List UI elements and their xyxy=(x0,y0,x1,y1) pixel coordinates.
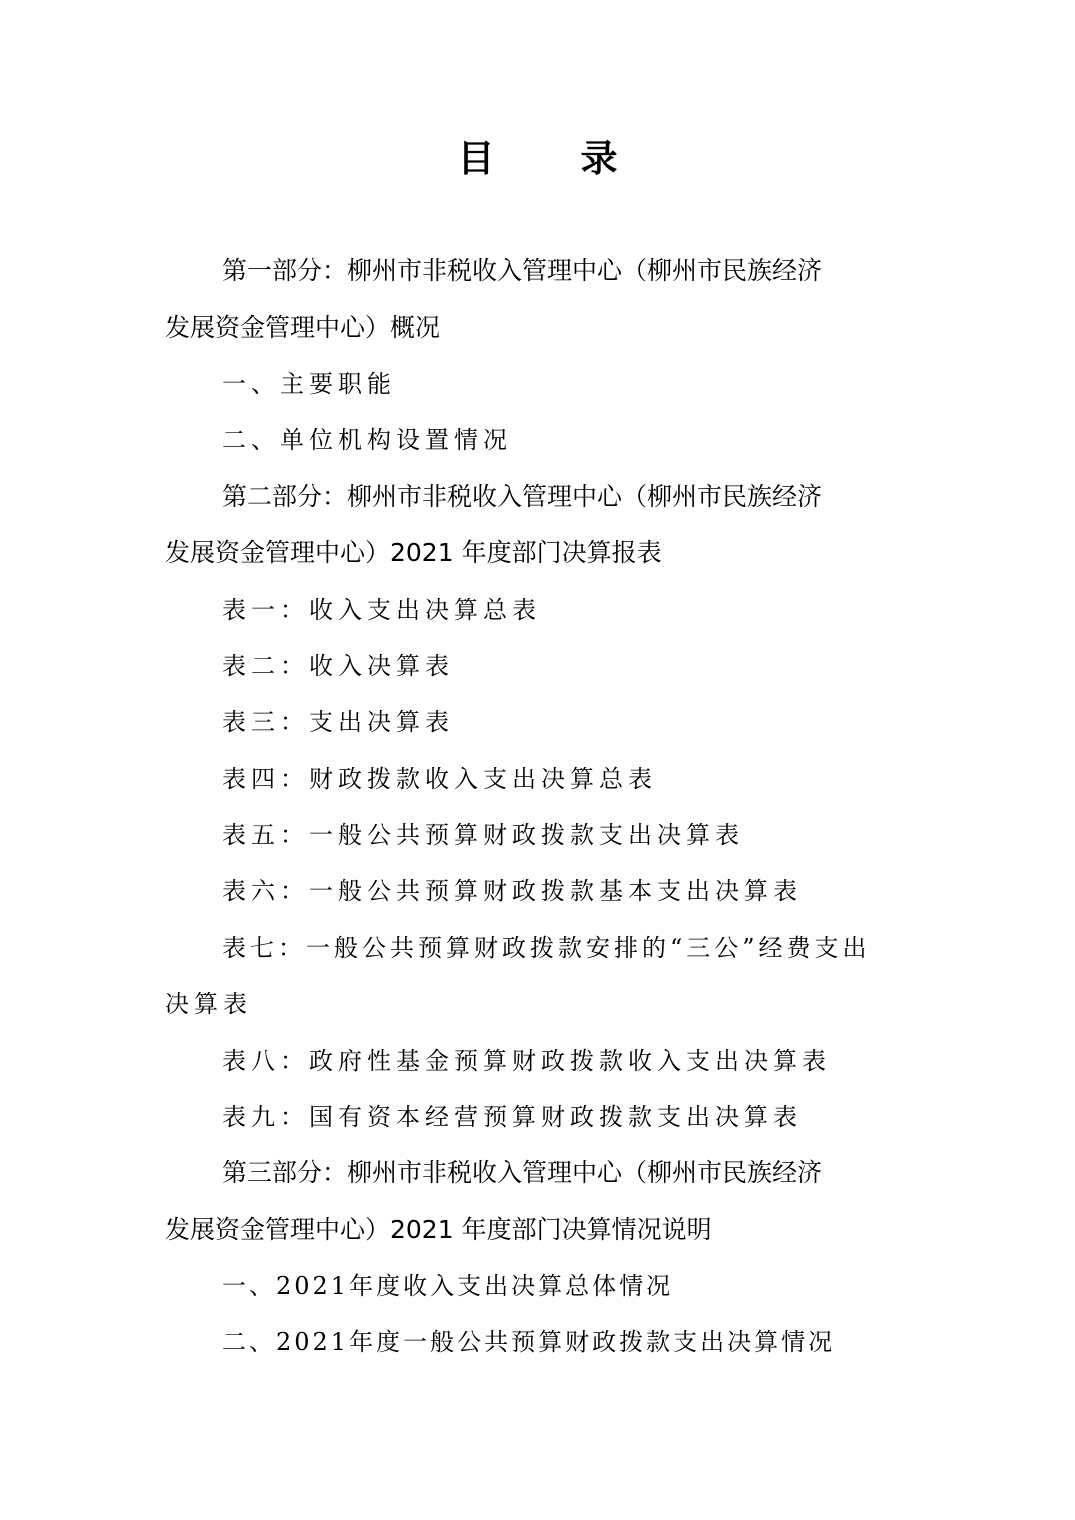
part1-item: 一、主要职能 xyxy=(222,370,396,398)
part1-heading-line2: 发展资金管理中心）概况 xyxy=(165,313,441,342)
part2-item: 表二：收入决算表 xyxy=(222,652,454,680)
part2-item: 表三：支出决算表 xyxy=(222,708,454,736)
title-char-1: 目 xyxy=(457,137,495,180)
part3-item: 二、2021年度一般公共预算财政拨款支出决算情况 xyxy=(222,1328,836,1356)
part2-heading-line2: 发展资金管理中心）2021 年度部门决算报表 xyxy=(165,538,662,567)
part2-item: 表一：收入支出决算总表 xyxy=(222,596,541,624)
part2-item: 表八：政府性基金预算财政拨款收入支出决算表 xyxy=(222,1047,831,1075)
part2-item-continuation: 决算表 xyxy=(165,990,252,1018)
part3-heading-line2: 发展资金管理中心）2021 年度部门决算情况说明 xyxy=(165,1215,712,1244)
part2-item: 表五：一般公共预算财政拨款支出决算表 xyxy=(222,821,744,849)
part3-item: 一、2021年度收入支出决算总体情况 xyxy=(222,1272,674,1300)
part3-heading-line1: 第三部分：柳州市非税收入管理中心（柳州市民族经济 xyxy=(222,1158,823,1187)
part2-item: 表九：国有资本经营预算财政拨款支出决算表 xyxy=(222,1103,802,1131)
part1-heading-line1: 第一部分：柳州市非税收入管理中心（柳州市民族经济 xyxy=(222,256,823,285)
part2-heading-line1: 第二部分：柳州市非税收入管理中心（柳州市民族经济 xyxy=(222,482,823,511)
part2-item: 表四：财政拨款收入支出决算总表 xyxy=(222,765,657,793)
part1-item: 二、单位机构设置情况 xyxy=(222,426,512,454)
title-char-2: 录 xyxy=(580,137,618,180)
part2-item: 表七：一般公共预算财政拨款安排的“三公”经费支出 xyxy=(222,934,871,962)
part2-item: 表六：一般公共预算财政拨款基本支出决算表 xyxy=(222,877,802,905)
page-title xyxy=(0,128,1075,182)
